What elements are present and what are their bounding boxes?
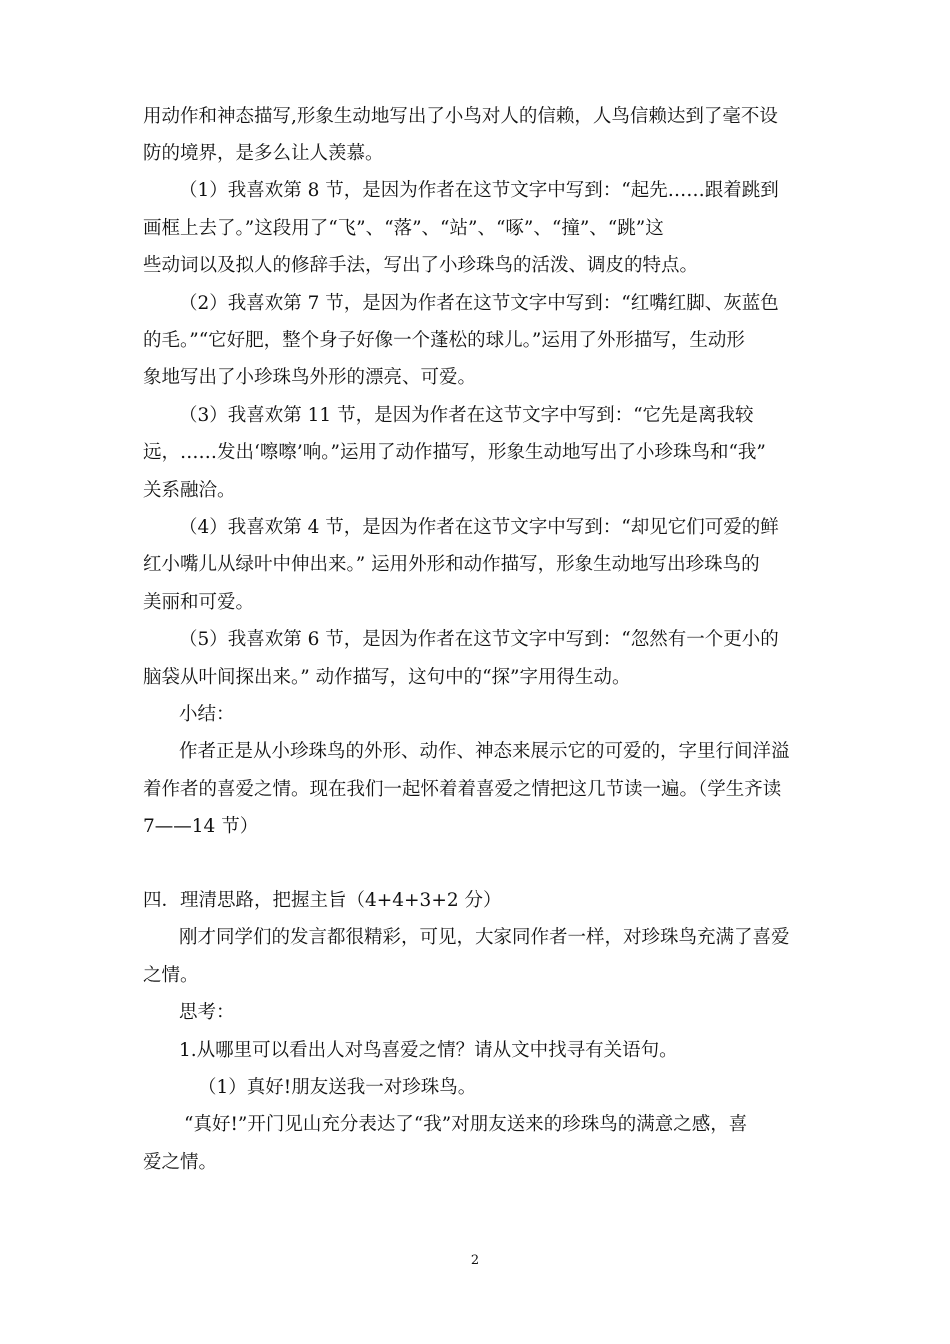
section-heading: 四．理清思路，把握主旨（4+4+3+2 分） (143, 890, 502, 911)
text-line: 之情。 (143, 965, 199, 986)
text-line: 象地写出了小珍珠鸟外形的漂亮、可爱。 (143, 367, 477, 388)
text-line: 画框上去了。”这段用了“飞”、“落”、“站”、“啄”、“撞”、“跳”这 (143, 218, 664, 239)
text-line: “真好!”开门见山充分表达了“我”对朋友送来的珍珠鸟的满意之感，喜 (184, 1114, 748, 1135)
text-line: （2）我喜欢第 7 节，是因为作者在这节文字中写到：“红嘴红脚、灰蓝色 (179, 293, 779, 314)
text-line: 的毛。”“它好肥，整个身子好像一个蓬松的球儿。”运用了外形描写，生动形 (143, 330, 745, 351)
text-line: （5）我喜欢第 6 节，是因为作者在这节文字中写到：“忽然有一个更小的 (179, 629, 779, 650)
section-label: 小结： (179, 704, 235, 725)
text-line: 关系融洽。 (143, 480, 236, 501)
section-label: 思考： (179, 1002, 235, 1023)
text-line: 作者正是从小珍珠鸟的外形、动作、神态来展示它的可爱的，字里行间洋溢 (179, 741, 790, 762)
text-line: 7——14 节） (143, 816, 259, 837)
text-line: 红小嘴儿从绿叶中伸出来。” 运用外形和动作描写，形象生动地写出珍珠鸟的 (143, 554, 760, 575)
text-line: 远，……发出‘嚓嚓’响。”运用了动作描写，形象生动地写出了小珍珠鸟和“我” (143, 442, 766, 463)
text-line: （4）我喜欢第 4 节，是因为作者在这节文字中写到：“却见它们可爱的鲜 (179, 517, 779, 538)
text-line: 爱之情。 (143, 1152, 218, 1173)
text-line: 用动作和神态描写,形象生动地写出了小鸟对人的信赖，人鸟信赖达到了毫不设 (143, 106, 778, 127)
text-line: 着作者的喜爱之情。现在我们一起怀着着喜爱之情把这几节读一遍。（学生齐读 (143, 779, 782, 800)
question-line: 1.从哪里可以看出人对鸟喜爱之情？请从文中找寻有关语句。 (179, 1040, 678, 1061)
text-line: 刚才同学们的发言都很精彩，可见，大家同作者一样，对珍珠鸟充满了喜爱 (179, 927, 790, 948)
text-line: （3）我喜欢第 11 节，是因为作者在这节文字中写到：“它先是离我较 (179, 405, 754, 426)
text-line: 美丽和可爱。 (143, 592, 255, 613)
text-line: （1）真好!朋友送我一对珍珠鸟。 (198, 1077, 477, 1098)
text-line: 防的境界，是多么让人羡慕。 (143, 143, 384, 164)
text-line: 脑袋从叶间探出来。” 动作描写，这句中的“探”字用得生动。 (143, 667, 631, 688)
text-line: （1）我喜欢第 8 节，是因为作者在这节文字中写到：“起先……跟着跳到 (179, 180, 779, 201)
text-line: 些动词以及拟人的修辞手法，写出了小珍珠鸟的活泼、调皮的特点。 (143, 255, 699, 276)
page-number: 2 (470, 1253, 480, 1268)
